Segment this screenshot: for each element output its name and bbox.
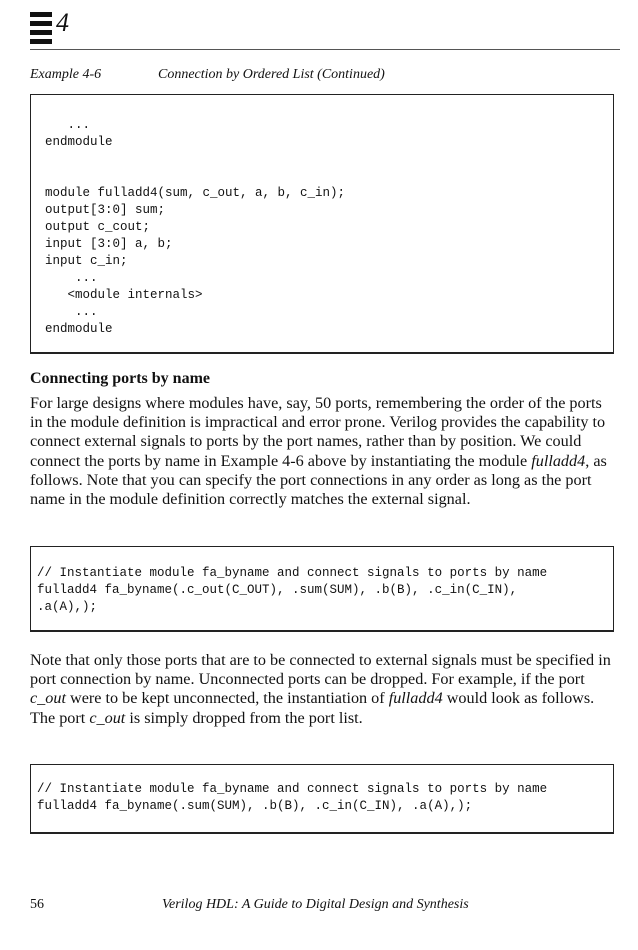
- paragraph-italic-term: c_out: [30, 689, 66, 708]
- paragraph-text: , as follows. Note that you can specify the port connections in any order as long as the port name in the module definition correctly matches the external signal.: [30, 451, 607, 509]
- paragraph-text: is simply dropped from the port list.: [125, 708, 363, 727]
- code-block-module-definition: [30, 94, 614, 354]
- example-title: Connection by Ordered List (Continued): [158, 67, 385, 82]
- code-text: // Instantiate module fa_byname and connect signals to ports by name fulladd4 fa_byname(.sum(SUM), .b(B), .c_in(C_IN), .a(A),);: [37, 782, 548, 813]
- paragraph-text: were to be kept unconnected, the instantiation of: [65, 689, 389, 708]
- example-label: Example 4-6: [30, 67, 102, 82]
- paragraph-text: Note that only those ports that are to be connected to external signals must be specified in port connection by name. Unconnected ports can be dropped. For example, if the port: [30, 651, 611, 689]
- chapter-number: 4: [56, 8, 69, 37]
- chapter-marker: [30, 10, 90, 44]
- paragraph-italic-term: c_out: [89, 708, 126, 727]
- paragraph-port-by-name: [30, 394, 618, 509]
- paragraph-italic-term: fulladd4: [388, 689, 443, 708]
- paragraph-unconnected-ports: [30, 651, 618, 728]
- header-rule: [30, 49, 620, 50]
- section-heading: Connecting ports by name: [30, 370, 211, 387]
- running-footer-title: Verilog HDL: A Guide to Digital Design and Synthesis: [162, 897, 469, 912]
- code-text: // Instantiate module fa_byname and connect signals to ports by name fulladd4 fa_byname(.c_out(C_OUT), .sum(SUM), .b(B), .c_in(C_IN), .a(A),);: [37, 566, 548, 614]
- example-caption: [30, 66, 385, 84]
- chapter-bars-icon: [30, 12, 52, 48]
- page-number: 56: [30, 897, 44, 912]
- paragraph-text: would look as follows. The port: [30, 689, 595, 727]
- paragraph-italic-term: fulladd4: [531, 451, 586, 470]
- paragraph-text: For large designs where modules have, say, 50 ports, remembering the order of the ports in the module definition is impractical and error prone. Verilog provides the capability to connect external signals to ports by the port names, rather than by position. We could connect the ports by name in Example 4-6 above by instantiating the module: [30, 394, 606, 470]
- code-text: ... endmodule module fulladd4(sum, c_out, a, b, c_in); output[3:0] sum; output c_cout; input [3:0] a, b; input c_in; ... <module internals> ... endmodule: [45, 118, 346, 336]
- code-block-instantiation-dropped-port: [30, 764, 614, 834]
- code-block-instantiation-by-name: [30, 546, 614, 632]
